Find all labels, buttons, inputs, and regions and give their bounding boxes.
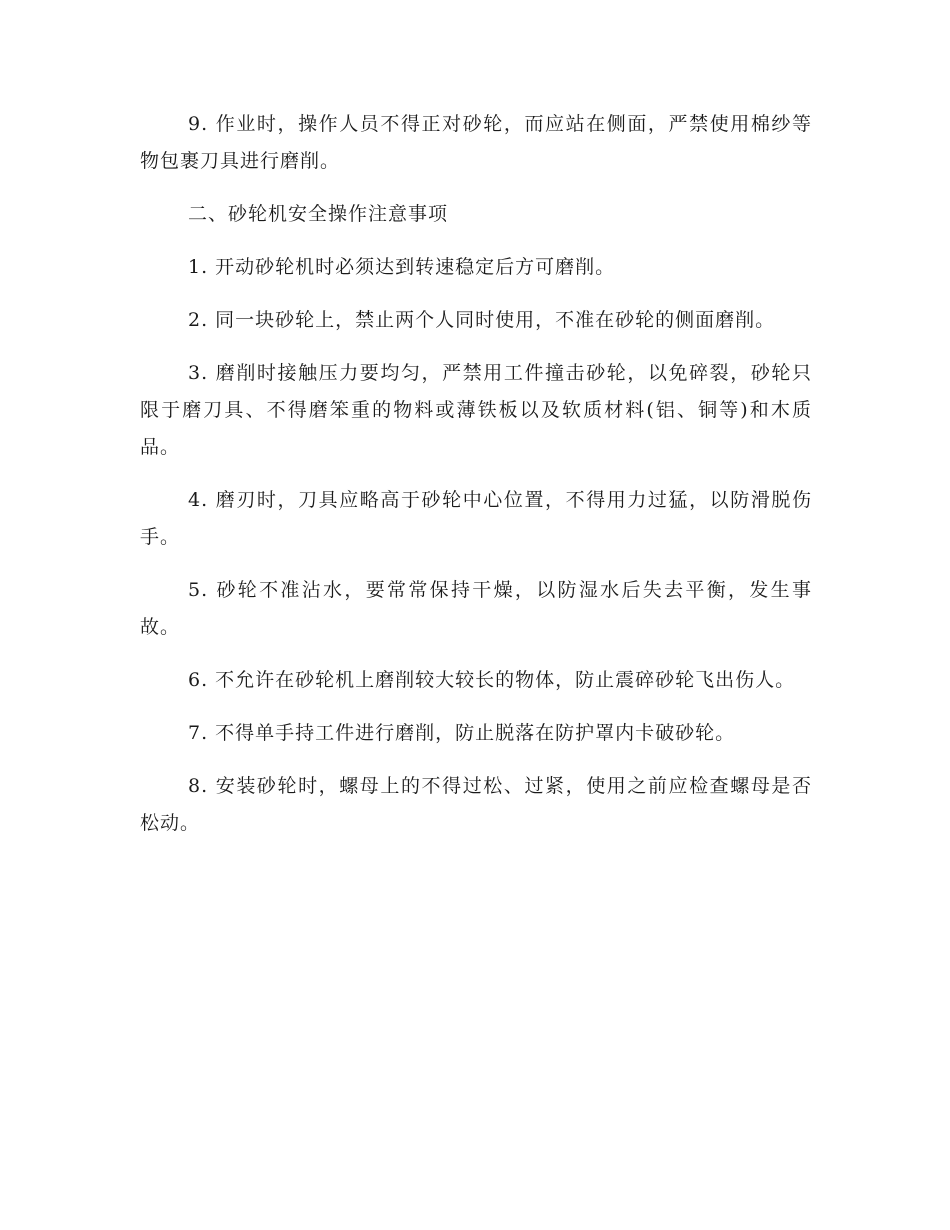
paragraph-item-2: 2. 同一块砂轮上，禁止两个人同时使用，不准在砂轮的侧面磨削。: [188, 309, 776, 331]
paragraph-item-1: 1. 开动砂轮机时必须达到转速稳定后方可磨削。: [188, 256, 616, 278]
paragraph-item-5: 5. 砂轮不准沾水，要常常保持干燥，以防湿水后失去平衡，发生事故。: [140, 579, 812, 638]
paragraph-item-4: 4. 磨刃时，刀具应略高于砂轮中心位置，不得用力过猛，以防滑脱伤手。: [140, 489, 812, 548]
paragraph-item-8: 8. 安装砂轮时，螺母上的不得过松、过紧，使用之前应检查螺母是否松动。: [140, 775, 812, 834]
section-heading: 二、砂轮机安全操作注意事项: [188, 203, 449, 225]
paragraph-item-7: 7. 不得单手持工件进行磨削，防止脱落在防护罩内卡破砂轮。: [188, 722, 736, 744]
paragraph-item-6: 6. 不允许在砂轮机上磨削较大较长的物体，防止震碎砂轮飞出伤人。: [188, 669, 796, 691]
paragraph-item-9: 9. 作业时，操作人员不得正对砂轮，而应站在侧面，严禁使用棉纱等物包裹刀具进行磨削。: [140, 113, 812, 172]
paragraph-item-3: 3. 磨削时接触压力要均匀，严禁用工件撞击砂轮，以免碎裂，砂轮只限于磨刀具、不得磨笨重的物料或薄铁板以及软质材料(铝、铜等)和木质品。: [140, 362, 812, 458]
document-body: [140, 106, 812, 858]
